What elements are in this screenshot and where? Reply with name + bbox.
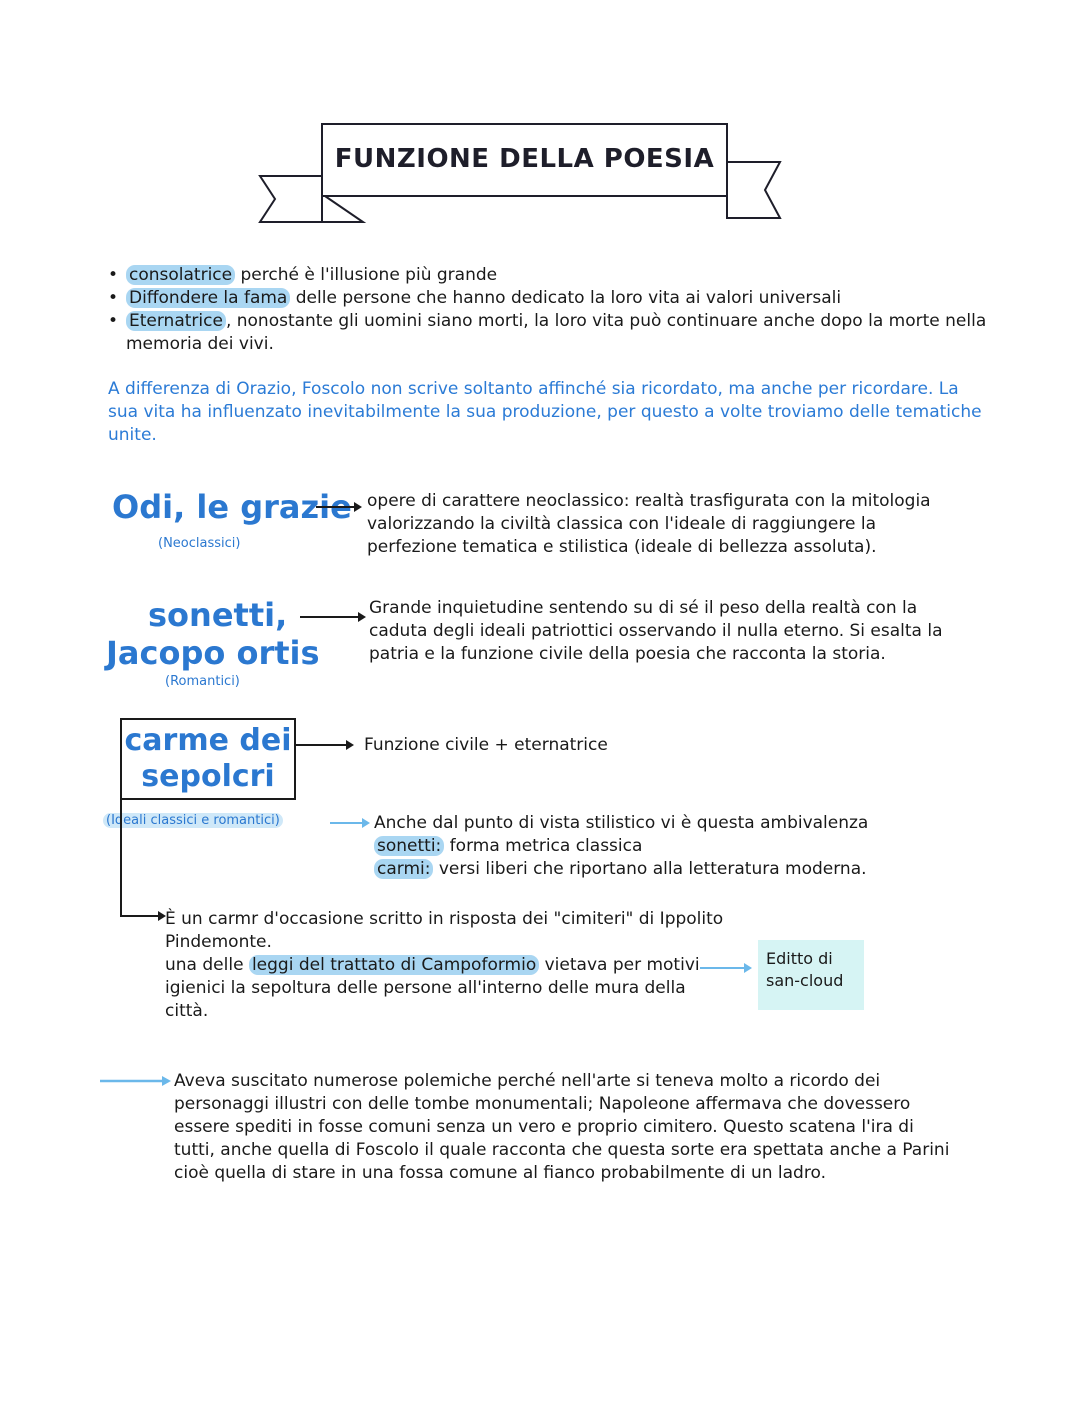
carme-function: Funzione civile + eternatrice — [364, 735, 608, 755]
highlight-fama: Diffondere la fama — [126, 288, 290, 308]
arrow-icon — [100, 1074, 172, 1088]
bullet-icon: • — [108, 311, 119, 331]
bullet-icon: • — [108, 265, 119, 285]
sonetti-line-text: forma metrica classica — [444, 836, 643, 856]
occasione-block — [165, 908, 725, 1023]
carme-tag: (Ideali classici e romantici) — [103, 813, 283, 828]
sonetti-subtitle: (Romantici) — [165, 674, 240, 689]
stile-block — [374, 812, 994, 881]
arrow-icon — [330, 816, 370, 830]
arrow-icon — [700, 961, 752, 975]
highlight-sonetti: sonetti: — [374, 836, 444, 856]
highlight-carmi: carmi: — [374, 859, 433, 879]
list-item — [108, 264, 988, 287]
carmi-line — [374, 858, 994, 881]
occasione-text-b: vietava per motivi igienici la sepoltura delle persone all'interno delle mura della città. — [165, 955, 700, 1021]
list-item-text: perché è l'illusione più grande — [235, 265, 498, 285]
carme-title-1: carme dei — [124, 723, 292, 758]
editto-box: Editto di san-cloud — [758, 940, 864, 1010]
stile-text: Anche dal punto di vista stilistico vi è questa ambivalenza — [374, 813, 869, 833]
carme-box — [120, 718, 296, 800]
arrow-icon — [300, 610, 366, 624]
arrow-icon — [316, 500, 362, 514]
occasione-text-a: una delle — [165, 955, 249, 975]
list-item — [108, 310, 988, 356]
highlight-eternatrice: Eternatrice — [126, 311, 226, 331]
odi-description: opere di carattere neoclassico: realtà trasfigurata con la mitologia valorizzando la civiltà classica con l'ideale di raggiungere la perfezione tematica e stilistica (ideale di bellezza assoluta). — [367, 491, 931, 557]
page-title: FUNZIONE DELLA POESIA — [334, 144, 715, 174]
occasione-line-1: È un carmr d'occasione scritto in risposta dei "cimiteri" di Ippolito Pindemonte. — [165, 909, 724, 952]
list-item-text: , nonostante gli uomini siano morti, la loro vita può continuare anche dopo la morte nella memoria dei vivi. — [126, 311, 987, 354]
sonetti-title: sonetti, — [148, 596, 288, 634]
function-list — [108, 264, 988, 356]
highlight-campoformio: leggi del trattato di Campoformio — [249, 955, 539, 975]
bullet-icon: • — [108, 288, 119, 308]
intro-paragraph: A differenza di Orazio, Foscolo non scrive soltanto affinché sia ricordato, ma anche per ricordare. La sua vita ha influenzato inevitabilmente la sua produzione, per questo a volte troviamo delle tematiche unite. — [108, 379, 982, 445]
connector-arrow — [118, 800, 170, 924]
odi-title: Odi, le grazie — [112, 488, 352, 526]
carme-title-2: sepolcri — [141, 759, 275, 794]
list-item-text: delle persone che hanno dedicato la loro vita ai valori universali — [290, 288, 842, 308]
arrow-icon — [296, 738, 356, 752]
list-item — [108, 287, 988, 310]
occasione-line-2 — [165, 954, 725, 1023]
odi-subtitle: (Neoclassici) — [158, 536, 241, 551]
sonetti-description: Grande inquietudine sentendo su di sé il peso della realtà con la caduta degli ideali patriottici osservando il nulla eterno. Si esalta la patria e la funzione civile della poesia che racconta la storia. — [369, 598, 943, 664]
carmi-line-text: versi liberi che riportano alla letteratura moderna. — [433, 859, 867, 879]
ortis-title: Jacopo ortis — [106, 634, 320, 672]
highlight-consolatrice: consolatrice — [126, 265, 235, 285]
polemiche-paragraph: Aveva suscitato numerose polemiche perché nell'arte si teneva molto a ricordo dei personaggi illustri con delle tombe monumentali; Napoleone affermava che dovessero essere spediti in fosse comuni senza un vero e proprio cimitero. Questo scatena l'ira di tutti, anche quella di Foscolo il quale racconta che questa sorte era spettata anche a Parini cioè quella di stare in una fossa comune al fianco probabilmente di un ladro. — [174, 1071, 950, 1183]
sonetti-line — [374, 835, 994, 858]
